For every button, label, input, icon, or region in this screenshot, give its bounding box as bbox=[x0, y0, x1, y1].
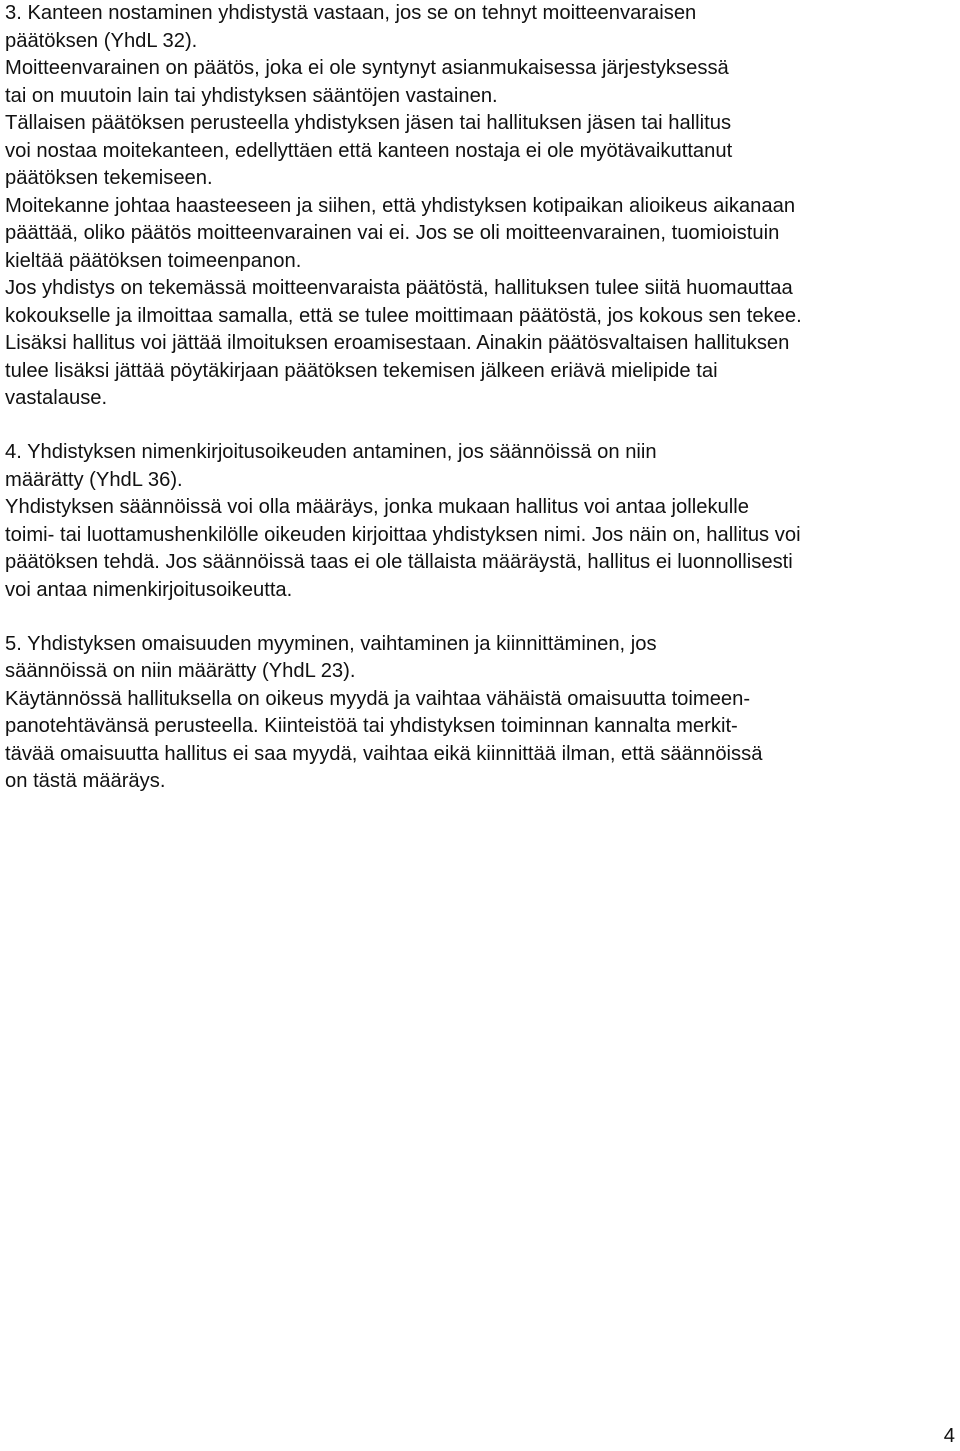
paragraph-line: Käytännössä hallituksella on oikeus myydä ja vaihtaa vähäistä omaisuutta toimeen- bbox=[5, 687, 751, 710]
paragraph-line: panotehtävänsä perusteella. Kiinteistöä tai yhdistyksen toiminnan kannalta merkit- bbox=[5, 715, 738, 737]
section-heading-line: päätöksen (YhdL 32). bbox=[5, 29, 198, 52]
paragraph-line: voi nostaa moitekanteen, edellyttäen että kanteen nostaja ei ole myötävaikuttanut bbox=[5, 139, 733, 162]
section-heading-line: määrätty (YhdL 36). bbox=[5, 468, 183, 491]
paragraph-line: on tästä määräys. bbox=[5, 770, 166, 792]
paragraph-line: päätöksen tekemiseen. bbox=[5, 167, 213, 189]
paragraph-line: voi antaa nimenkirjoitusoikeutta. bbox=[5, 578, 293, 601]
paragraph-line: kieltää päätöksen toimeenpanon. bbox=[5, 249, 302, 272]
paragraph-line: Yhdistyksen säännöissä voi olla määräys, jonka mukaan hallitus voi antaa jollekulle bbox=[5, 496, 749, 518]
section-heading-line: 5. Yhdistyksen omaisuuden myyminen, vaihtaminen ja kiinnittäminen, jos bbox=[5, 632, 657, 655]
section-heading-line: säännöissä on niin määrätty (YhdL 23). bbox=[5, 660, 356, 682]
section-spacer bbox=[5, 413, 955, 440]
paragraph-line: päätöksen tehdä. Jos säännöissä taas ei ole tällaista määräystä, hallitus ei luonnollisesti bbox=[5, 551, 793, 573]
paragraph-line: Lisäksi hallitus voi jättää ilmoituksen eroamisestaan. Ainakin päätösvaltaisen hallituksen bbox=[5, 332, 790, 354]
section-heading-line: 4. Yhdistyksen nimenkirjoitusoikeuden antaminen, jos säännöissä on niin bbox=[5, 441, 657, 463]
paragraph-line: tävää omaisuutta hallitus ei saa myydä, vaihtaa eikä kiinnittää ilman, että säännöissä bbox=[5, 742, 763, 765]
section-heading-line: 3. Kanteen nostaminen yhdistystä vastaan, jos se on tehnyt moitteenvaraisen bbox=[5, 2, 697, 24]
paragraph-line: Moitteenvarainen on päätös, joka ei ole syntynyt asianmukaisessa järjestyksessä bbox=[5, 57, 729, 79]
paragraph-line: Tällaisen päätöksen perusteella yhdistyksen jäsen tai hallituksen jäsen tai hallitus bbox=[5, 112, 732, 134]
paragraph-line: tulee lisäksi jättää pöytäkirjaan päätöksen tekemisen jälkeen eriävä mielipide tai bbox=[5, 359, 718, 382]
paragraph-line: tai on muutoin lain tai yhdistyksen sääntöjen vastainen. bbox=[5, 84, 498, 107]
page-number: 4 bbox=[943, 1425, 955, 1447]
paragraph-line: Moitekanne johtaa haasteeseen ja siihen, että yhdistyksen kotipaikan alioikeus aikanaan bbox=[5, 194, 796, 217]
section-4 bbox=[5, 439, 955, 604]
paragraph-line: Jos yhdistys on tekemässä moitteenvaraista päätöstä, hallituksen tulee siitä huomauttaa bbox=[5, 277, 793, 299]
section-3 bbox=[5, 0, 955, 413]
paragraph-line: toimi- tai luottamushenkilölle oikeuden kirjoittaa yhdistyksen nimi. Jos näin on, hallitus voi bbox=[5, 523, 801, 546]
paragraph-line: vastalause. bbox=[5, 387, 108, 409]
section-5 bbox=[5, 631, 955, 796]
section-spacer bbox=[5, 604, 955, 631]
paragraph-line: päättää, oliko päätös moitteenvarainen vai ei. Jos se oli moitteenvarainen, tuomioistuin bbox=[5, 222, 780, 244]
paragraph-line: kokoukselle ja ilmoittaa samalla, että se tulee moittimaan päätöstä, jos kokous sen tekee. bbox=[5, 304, 802, 327]
document-page bbox=[5, 0, 955, 796]
